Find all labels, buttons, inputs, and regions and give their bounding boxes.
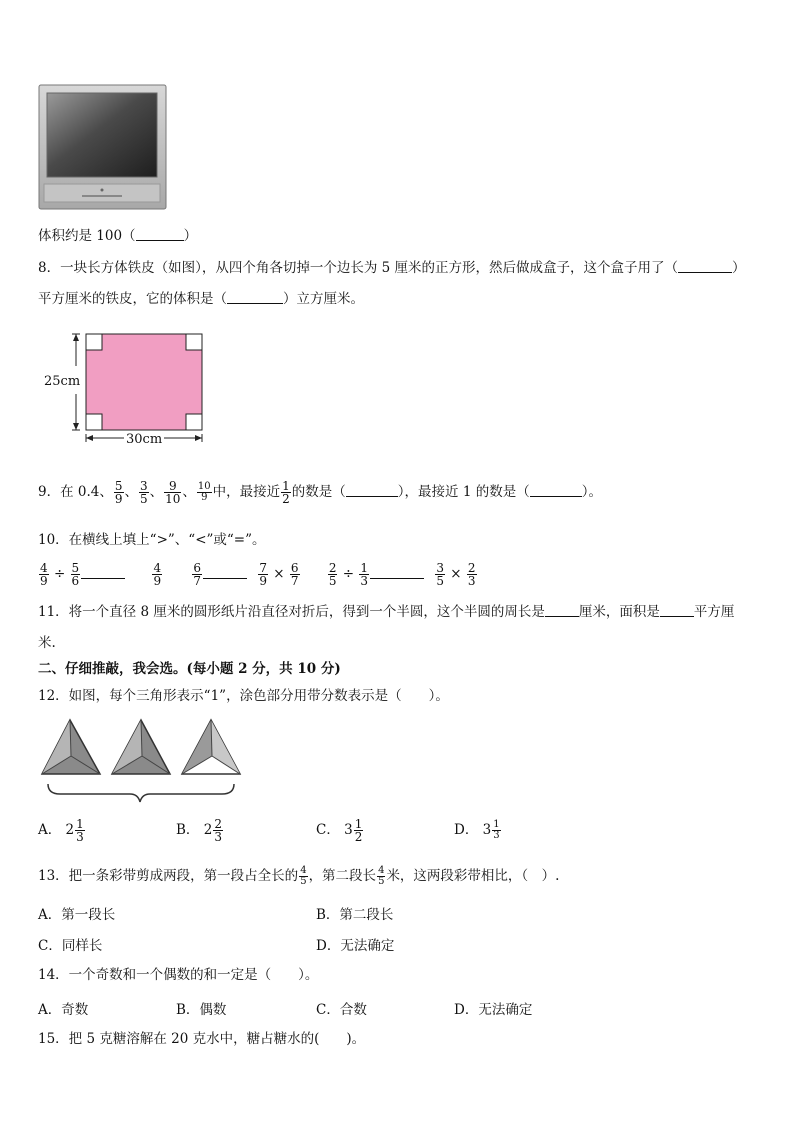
q14-option-a[interactable]: A．奇数 <box>38 1002 89 1018</box>
question-14: 14．一个奇数和一个偶数的和一定是（ ）。 <box>38 967 319 983</box>
answer-blank[interactable] <box>136 228 184 241</box>
compare-blank[interactable] <box>81 566 125 579</box>
question-15: 15．把 5 克糖溶解在 20 克水中，糖占糖水的( )。 <box>38 1031 366 1047</box>
question-10-expressions: $\frac{4}{9}$ ÷ $\frac{5}{6}$ $\frac{4}{9}$ $\frac{6}{7}$ $\frac{7}{9}$ × $\frac{6}{7}$ $\frac{2}{5}$ ÷ $\frac{1}{3}$ $\frac{3}{5}$ × $\frac{2}{3}$ <box>40 561 476 588</box>
q14-option-b[interactable]: B．偶数 <box>176 1002 227 1018</box>
question-13: 13．把一条彩带剪成两段，第一段占全长的 $\frac{4}{5}$ ，第二段长 $\frac{4}{5}$ 米，这两段彩带相比，（ ）. <box>38 865 560 887</box>
triangles-figure <box>38 718 248 806</box>
triangle-1 <box>42 720 100 774</box>
sheet-diagram <box>42 328 212 448</box>
iron-sheet <box>86 334 202 430</box>
triangle-2 <box>112 720 170 774</box>
corner-square <box>86 414 102 430</box>
q13-option-b[interactable]: B．第二段长 <box>316 907 394 923</box>
q13-option-d[interactable]: D．无法确定 <box>316 938 395 954</box>
question-9: 9．在 0.4、 $\frac{5}{9}$ 、 $\frac{3}{5}$ 、 $\frac{9}{10}$ 、 $\frac{10}{9}$ 中，最接近 $\frac{1}{2}$ 的数是（ ），最接近 1 的数是（ ）。 <box>38 479 602 506</box>
q12-option-a[interactable]: A． 2 $\frac{1}{3}$ <box>38 817 84 844</box>
corner-square <box>186 334 202 350</box>
answer-blank[interactable] <box>545 604 579 617</box>
corner-square <box>86 334 102 350</box>
tv-caption: 体积约是 100（ ） <box>38 228 198 244</box>
question-8-line-2: 平方厘米的铁皮，它的体积是（ ）立方厘米。 <box>38 291 364 307</box>
q12-option-b[interactable]: B． 2 $\frac{2}{3}$ <box>176 817 222 844</box>
q13-option-c[interactable]: C．同样长 <box>38 938 103 954</box>
answer-blank[interactable] <box>678 260 732 273</box>
q14-option-d[interactable]: D．无法确定 <box>454 1002 533 1018</box>
question-8-line-1: 8．一块长方体铁皮（如图），从四个角各切掉一个边长为 5 厘米的正方形，然后做成盒子，这个盒子用了（ ） <box>38 260 746 276</box>
brace <box>48 784 234 802</box>
corner-square <box>186 414 202 430</box>
question-11-line-1: 11．将一个直径 8 厘米的圆形纸片沿直径对折后，得到一个半圆，这个半圆的周长是 厘米，面积是 平方厘 <box>38 604 735 620</box>
compare-blank[interactable] <box>203 566 247 579</box>
q14-option-c[interactable]: C．合数 <box>316 1002 367 1018</box>
triangle-3 <box>182 720 240 774</box>
answer-blank[interactable] <box>660 604 694 617</box>
question-10: 10．在横线上填上“>”、“<”或“=”。 <box>38 532 266 548</box>
question-11-line-2: 米. <box>38 635 56 651</box>
q12-option-c[interactable]: C． 3 $\frac{1}{2}$ <box>316 817 363 844</box>
q13-option-a[interactable]: A．第一段长 <box>38 907 116 923</box>
answer-blank[interactable] <box>227 291 283 304</box>
answer-blank[interactable] <box>530 484 582 497</box>
width-label: 30cm <box>126 432 163 447</box>
answer-blank[interactable] <box>346 484 398 497</box>
q12-option-d[interactable]: D． 3 $\frac{1}{3}$ <box>454 819 500 841</box>
compare-blank[interactable] <box>370 566 424 579</box>
question-12: 12．如图，每个三角形表示“1”，涂色部分用带分数表示是（ ）。 <box>38 688 449 704</box>
section-heading: 二、仔细推敲，我会选。(每小题 2 分，共 10 分) <box>38 661 341 677</box>
tv-image <box>38 84 168 212</box>
height-label: 25cm <box>44 374 81 389</box>
